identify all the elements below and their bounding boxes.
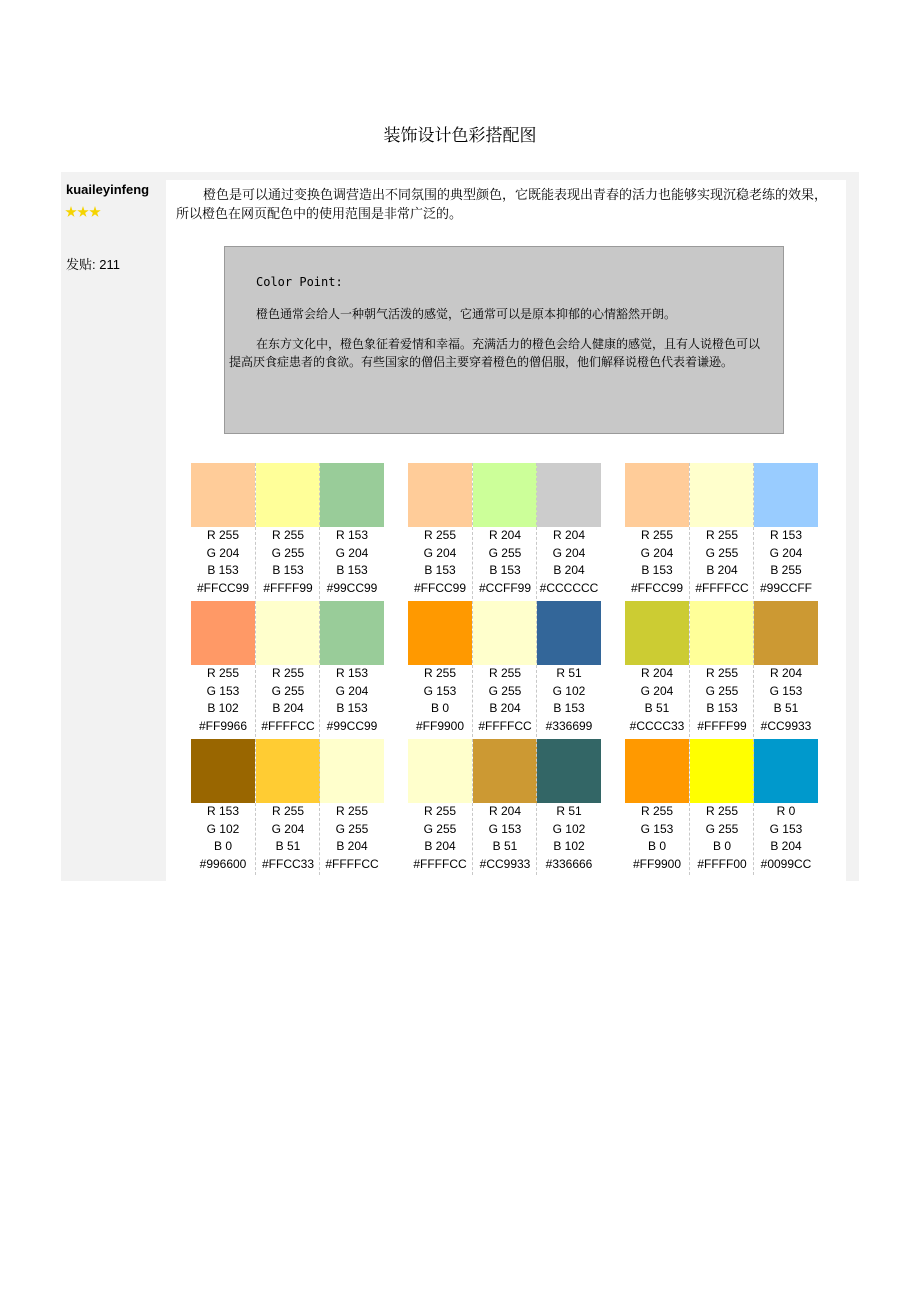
color-point-paragraph: 橙色通常会给人一种朝气活泼的感觉，它通常可以是原本抑郁的心情豁然开朗。 [256,307,677,321]
blue-value: B 153 [489,563,521,577]
palette-block [408,463,600,599]
hex-code: #CCCCCC [539,580,599,595]
blue-value: B 0 [647,839,666,853]
green-value: G 204 [335,545,369,560]
post-count: 发贴: 211 [66,257,120,272]
blue-value: B 51 [275,839,301,853]
blue-value: B 153 [641,563,673,577]
color-cell [625,463,689,599]
color-swatch [408,739,472,803]
green-value: G 204 [769,545,803,560]
color-cell [472,739,536,875]
blue-value: B 255 [770,563,802,577]
color-swatch [408,601,472,665]
red-value: R 255 [640,528,674,542]
blue-value: B 51 [492,839,518,853]
color-values [473,527,537,597]
color-point-paragraph: 在东方文化中，橙色象征着爱情和幸福。充满活力的橙色会给人健康的感觉，且有人说橙色可以提高厌食症患者的食欲。有些国家的僧侣主要穿着橙色的僧侣服，他们解释说橙色代表着谦逊。 [229,337,761,369]
hex-code: #FFFFCC [325,856,379,871]
blue-value: B 204 [424,839,456,853]
hex-code: #FFCC99 [196,580,249,595]
color-values [191,527,255,597]
red-value: R 153 [335,528,369,542]
hex-code: #FFFFCC [695,580,749,595]
green-value: G 204 [206,545,240,560]
palette-block [408,601,600,737]
blue-value: B 0 [430,701,449,715]
blue-value: B 0 [712,839,731,853]
color-cell [191,463,255,599]
red-value: R 51 [556,804,582,818]
color-swatch [754,739,818,803]
blue-value: B 102 [207,701,239,715]
red-value: R 153 [335,666,369,680]
green-value: G 102 [552,821,586,836]
hex-code: #99CCFF [759,580,812,595]
red-value: R 153 [769,528,803,542]
blue-value: B 153 [207,563,239,577]
star-icon [89,206,101,218]
hex-code: #FFFFCC [413,856,467,871]
color-swatch [625,601,689,665]
color-values [256,665,320,735]
green-value: G 204 [335,683,369,698]
color-swatch [537,739,601,803]
color-values [320,527,384,597]
hex-code: #FFFF99 [697,718,747,733]
color-cell [536,601,600,737]
color-values [256,527,320,597]
blue-value: B 153 [336,563,368,577]
green-value: G 255 [705,683,739,698]
color-swatch [754,601,818,665]
star-icon [65,206,77,218]
color-values [191,665,255,735]
hex-code: #336699 [545,718,593,733]
green-value: G 255 [705,821,739,836]
green-value: G 255 [335,821,369,836]
blue-value: B 204 [272,701,304,715]
color-swatch [690,463,754,527]
red-value: R 255 [423,666,457,680]
color-cell [625,739,689,875]
red-value: R 255 [640,804,674,818]
color-values [625,527,689,597]
green-value: G 255 [271,545,305,560]
color-values [473,665,537,735]
blue-value: B 153 [553,701,585,715]
color-values [690,803,754,873]
color-values [537,527,601,597]
green-value: G 153 [640,821,674,836]
color-values [408,527,472,597]
color-cell [536,463,600,599]
blue-value: B 204 [489,701,521,715]
color-values [754,665,818,735]
color-cell [689,463,753,599]
color-swatch [690,601,754,665]
color-values [191,803,255,873]
color-swatch [191,601,255,665]
green-value: G 255 [423,821,457,836]
color-cell [255,601,319,737]
color-cell [191,739,255,875]
color-cell [536,739,600,875]
color-swatch [625,739,689,803]
hex-code: #CCCC33 [629,718,685,733]
green-value: G 204 [640,683,674,698]
color-values [690,527,754,597]
green-value: G 255 [488,683,522,698]
red-value: R 255 [271,528,305,542]
blue-value: B 51 [644,701,670,715]
color-swatch [473,601,537,665]
color-cell [472,463,536,599]
green-value: G 204 [271,821,305,836]
color-cell [191,601,255,737]
hex-code: #336666 [545,856,593,871]
palette-block [625,463,817,599]
palette-grid [191,463,821,873]
green-value: G 255 [705,545,739,560]
green-value: G 153 [769,683,803,698]
blue-value: B 204 [770,839,802,853]
green-value: G 153 [769,821,803,836]
color-cell [255,463,319,599]
hex-code: #99CC99 [326,580,378,595]
palette-block [625,601,817,737]
color-values [754,527,818,597]
blue-value: B 153 [272,563,304,577]
hex-code: #FFFFCC [261,718,315,733]
color-cell [689,739,753,875]
hex-code: #FFFFCC [478,718,532,733]
green-value: G 255 [271,683,305,698]
color-cell [319,463,383,599]
color-swatch [625,463,689,527]
hex-code: #FF9900 [415,718,465,733]
palette-block [408,739,600,875]
color-values [537,665,601,735]
red-value: R 204 [769,666,803,680]
color-swatch [256,463,320,527]
color-cell [753,739,817,875]
red-value: R 255 [705,804,739,818]
color-values [473,803,537,873]
color-swatch [191,463,255,527]
red-value: R 255 [423,804,457,818]
author-name[interactable]: kuaileyinfeng [66,182,150,197]
hex-code: #99CC99 [326,718,378,733]
color-swatch [191,739,255,803]
red-value: R 255 [206,666,240,680]
color-cell [319,739,383,875]
hex-code: #CC9933 [479,856,531,871]
hex-code: #FFFF00 [697,856,747,871]
palette-block [191,463,383,599]
color-values [625,803,689,873]
color-cell [625,601,689,737]
green-value: G 204 [552,545,586,560]
hex-code: #FFCC99 [413,580,466,595]
color-cell [408,463,472,599]
color-swatch [256,601,320,665]
page-title: 装饰设计色彩搭配图 [383,126,537,146]
red-value: R 204 [488,528,522,542]
red-value: R 0 [776,804,796,818]
green-value: G 102 [206,821,240,836]
color-swatch [320,601,384,665]
blue-value: B 153 [706,701,738,715]
red-value: R 255 [423,528,457,542]
hex-code: #FF9900 [632,856,682,871]
color-cell [689,601,753,737]
blue-value: B 153 [424,563,456,577]
color-cell [408,739,472,875]
red-value: R 255 [488,666,522,680]
blue-value: B 0 [213,839,232,853]
post-content [166,180,846,881]
color-swatch [754,463,818,527]
hex-code: #FF9966 [198,718,248,733]
hex-code: #996600 [199,856,247,871]
hex-code: #FFFF99 [263,580,313,595]
color-swatch [473,739,537,803]
color-values [320,803,384,873]
palette-block [191,739,383,875]
color-swatch [473,463,537,527]
forum-post [61,172,859,881]
red-value: R 51 [556,666,582,680]
hex-code: #CC9933 [760,718,812,733]
star-icon [77,206,89,218]
color-swatch [256,739,320,803]
hex-code: #FFCC99 [630,580,683,595]
green-value: G 153 [488,821,522,836]
color-values [537,803,601,873]
color-swatch [537,601,601,665]
blue-value: B 51 [773,701,799,715]
palette-block [191,601,383,737]
red-value: R 255 [705,666,739,680]
blue-value: B 204 [336,839,368,853]
blue-value: B 204 [553,563,585,577]
color-values [408,665,472,735]
color-swatch [408,463,472,527]
color-swatch [320,739,384,803]
red-value: R 153 [206,804,240,818]
color-values [625,665,689,735]
color-values [408,803,472,873]
red-value: R 204 [552,528,586,542]
intro-paragraph: 橙色是可以通过变换色调营造出不同氛围的典型颜色，它既能表现出青春的活力也能够实现沉稳老练的效果，所以橙色在网页配色中的使用范围是非常广泛的。 [176,188,828,222]
rank-stars [65,206,101,218]
color-values [690,665,754,735]
color-values [256,803,320,873]
palette-block [625,739,817,875]
color-values [320,665,384,735]
blue-value: B 204 [706,563,738,577]
green-value: G 204 [640,545,674,560]
color-swatch [690,739,754,803]
green-value: G 153 [206,683,240,698]
green-value: G 255 [488,545,522,560]
color-cell [255,739,319,875]
color-cell [472,601,536,737]
green-value: G 102 [552,683,586,698]
blue-value: B 102 [553,839,585,853]
blue-value: B 153 [336,701,368,715]
color-point-heading: Color Point: [256,275,343,289]
red-value: R 255 [271,804,305,818]
color-swatch [320,463,384,527]
color-cell [408,601,472,737]
red-value: R 255 [335,804,369,818]
red-value: R 255 [206,528,240,542]
color-cell [753,601,817,737]
green-value: G 153 [423,683,457,698]
color-cell [319,601,383,737]
hex-code: #FFCC33 [261,856,314,871]
color-point-box [224,246,784,434]
color-cell [753,463,817,599]
red-value: R 204 [488,804,522,818]
hex-code: #0099CC [760,856,812,871]
red-value: R 255 [705,528,739,542]
red-value: R 255 [271,666,305,680]
red-value: R 204 [640,666,674,680]
green-value: G 204 [423,545,457,560]
hex-code: #CCFF99 [478,580,531,595]
color-values [754,803,818,873]
color-swatch [537,463,601,527]
